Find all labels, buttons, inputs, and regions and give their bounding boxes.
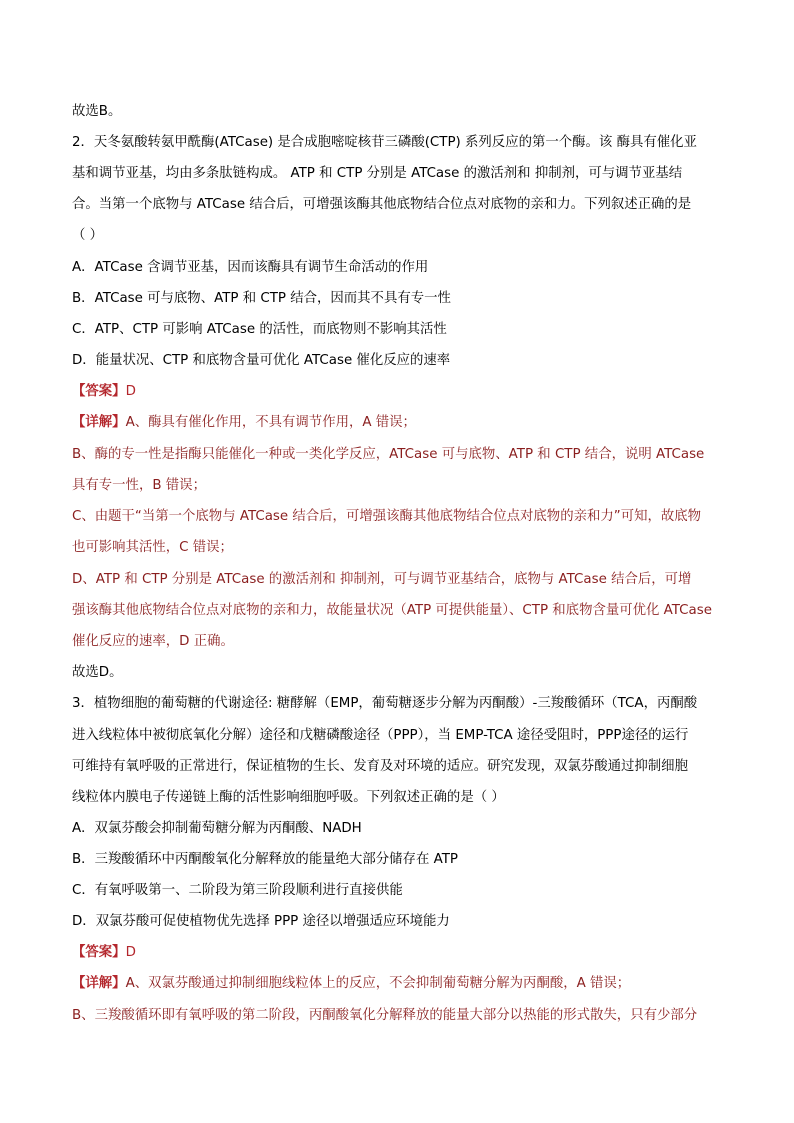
q3-option-c: C．有氧呼吸第一、二阶段为第三阶段顺利进行直接供能 [72, 883, 403, 898]
q2-option-a: A．ATCase 含调节亚基，因而该酶具有调节生命活动的作用 [72, 260, 429, 275]
q2-option-d: D．能量状况、CTP 和底物含量可优化 ATCase 催化反应的速率 [72, 353, 451, 368]
q2-detail-line-8: 催化反应的速率，D 正确。 [72, 634, 234, 649]
q3-detail-line-2: B、三羧酸循环即有氧呼吸的第二阶段，丙酮酸氧化分解释放的能量大部分以热能的形式散失，只有少部分 [72, 1008, 698, 1023]
q2-stem-line-2: 基和调节亚基，均由多条肽链构成。 ATP 和 CTP 分别是 ATCase 的激活剂和 抑制剂，可与调节亚基结 [72, 166, 683, 181]
q3-answer [72, 944, 722, 962]
q3-stem-line-1: 3．植物细胞的葡萄糖的代谢途径: 糖酵解（EMP，葡萄糖逐步分解为丙酮酸）-三羧酸循环（TCA，丙酮酸 [72, 696, 698, 711]
answer-label: 【答案】 [72, 945, 126, 960]
answer-value: D [125, 384, 136, 399]
q2-detail-line-5: 也可影响其活性，C 错误； [72, 540, 233, 555]
q2-stem-line-1: 2．天冬氨酸转氨甲酰酶(ATCase) 是合成胞嘧啶核苷三磷酸(CTP) 系列反应的第一个酶。该 酶具有催化亚 [72, 135, 697, 150]
q3-option-b: B．三羧酸循环中丙酮酸氧化分解释放的能量绝大部分储存在 ATP [72, 852, 458, 867]
q3-option-d: D．双氯芬酸可促使植物优先选择 PPP 途径以增强适应环境能力 [72, 914, 450, 929]
q2-detail-line-4: C、由题干“当第一个底物与 ATCase 结合后，可增强该酶其他底物结合位点对底物的亲和力”可知，故底物 [72, 509, 702, 524]
q3-stem-line-4: 线粒体内膜电子传递链上酶的活性影响细胞呼吸。下列叙述正确的是（ ） [72, 790, 505, 805]
q3-option-a: A．双氯芬酸会抑制葡萄糖分解为丙酮酸、NADH [72, 821, 362, 836]
detail-label: 【详解】 [72, 415, 126, 430]
q2-detail-line-2: B、酶的专一性是指酶只能催化一种或一类化学反应，ATCase 可与底物、ATP 和 CTP 结合，说明 ATCase [72, 447, 705, 462]
q2-detail-line-7: 强该酶其他底物结合位点对底物的亲和力，故能量状况（ATP 可提供能量）、CTP 和底物含量可优化 ATCase [72, 603, 712, 618]
q3-detail-line-1 [72, 975, 722, 993]
q3-stem-line-2: 进入线粒体中被彻底氧化分解）途径和戊糖磷酸途径（PPP），当 EMP-TCA 途径受阻时，PPP途径的运行 [72, 728, 689, 743]
q1-conclusion: 故选B。 [72, 104, 122, 119]
q3-detail-a: A、双氯芬酸通过抑制细胞线粒体上的反应，不会抑制葡萄糖分解为丙酮酸，A 错误； [125, 976, 631, 991]
q2-detail-line-6: D、ATP 和 CTP 分别是 ATCase 的激活剂和 抑制剂，可与调节亚基结合，底物与 ATCase 结合后，可增 [72, 572, 692, 587]
q2-conclusion: 故选D。 [72, 665, 123, 680]
q2-option-b: B．ATCase 可与底物、ATP 和 CTP 结合，因而其不具有专一性 [72, 291, 451, 306]
detail-label: 【详解】 [72, 976, 126, 991]
q3-stem-line-3: 可维持有氧呼吸的正常进行，保证植物的生长、发育及对环境的适应。研究发现，双氯芬酸通过抑制细胞 [72, 759, 688, 774]
q2-option-c: C．ATP、CTP 可影响 ATCase 的活性，而底物则不影响其活性 [72, 322, 447, 337]
answer-value: D [125, 945, 136, 960]
q2-stem-line-3: 合。当第一个底物与 ATCase 结合后，可增强该酶其他底物结合位点对底物的亲和力。下列叙述正确的是 [72, 197, 692, 212]
q2-detail-a: A、酶具有催化作用，不具有调节作用，A 错误； [125, 415, 416, 430]
q2-detail-line-3: 具有专一性，B 错误； [72, 478, 206, 493]
q2-answer [72, 383, 722, 401]
q2-detail-line-1 [72, 414, 722, 432]
answer-label: 【答案】 [72, 384, 126, 399]
q2-stem-blank: （ ） [72, 228, 104, 243]
